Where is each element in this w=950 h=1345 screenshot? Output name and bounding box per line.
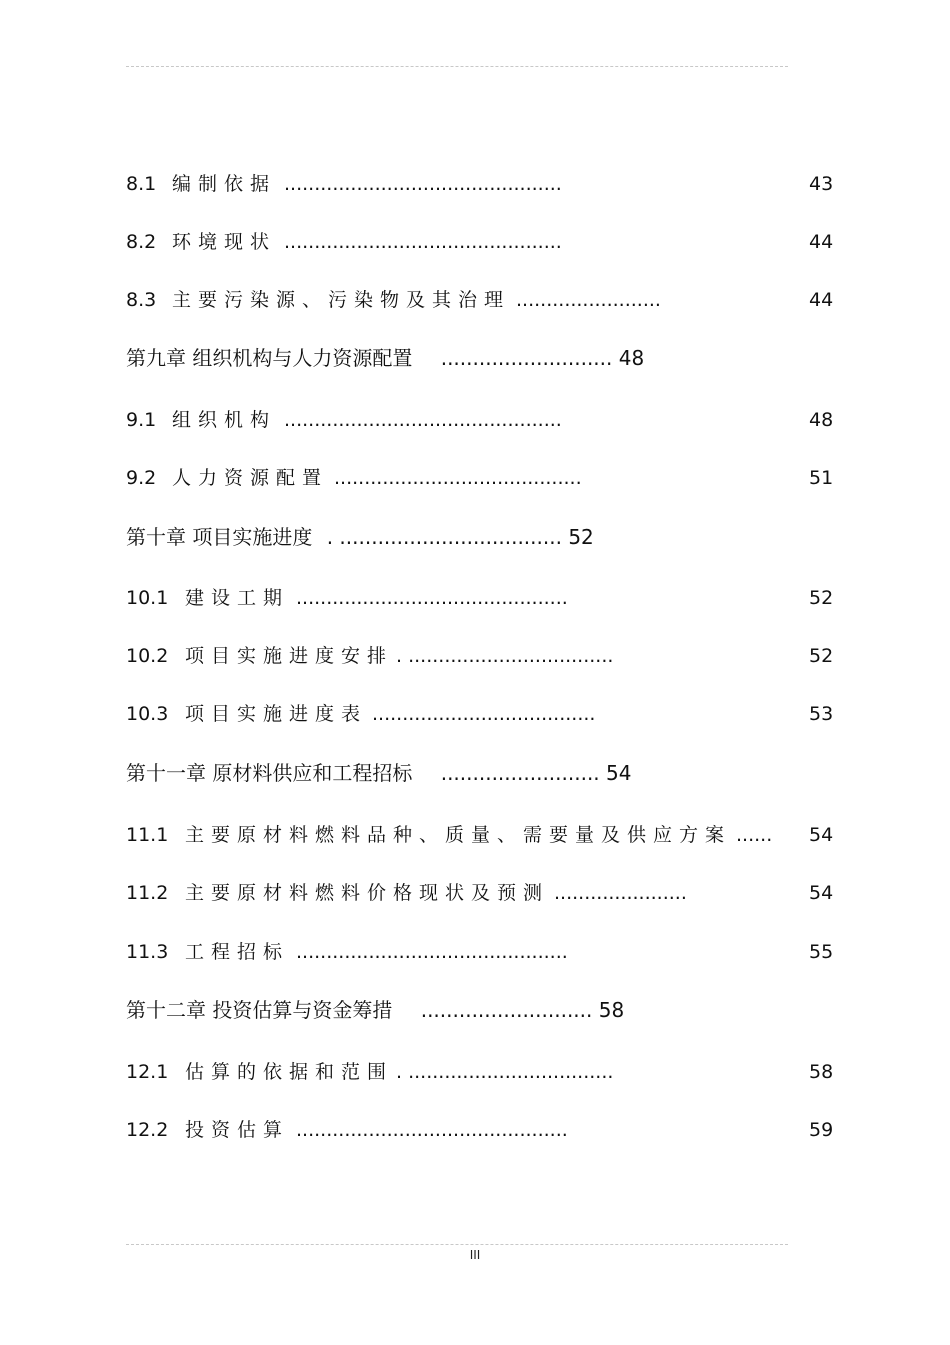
- toc-page-number: 54: [606, 761, 632, 785]
- toc-chapter-9[interactable]: [126, 342, 644, 374]
- toc-page-number: 52: [568, 525, 594, 549]
- toc-leader-dots: ...........................: [420, 998, 593, 1022]
- chapter-title: 第十章 项目实施进度: [126, 525, 313, 549]
- toc-chapter-10[interactable]: [126, 521, 594, 553]
- toc-leader-dots: ...........................: [440, 346, 613, 370]
- toc-title: 环境现状: [172, 231, 277, 253]
- toc-title: 编制依据: [172, 173, 277, 195]
- toc-number: 10.1: [126, 587, 169, 609]
- toc-number: 10.2: [126, 645, 169, 667]
- toc-number: 11.1: [126, 824, 169, 846]
- toc-number: 10.3: [126, 703, 169, 725]
- toc-number: 8.1: [126, 173, 157, 195]
- toc-number: 8.3: [126, 289, 157, 311]
- toc-title: 项目实施进度表: [185, 703, 368, 725]
- toc-number: 9.2: [126, 467, 157, 489]
- toc-leader-dots: .............................................: [296, 1119, 568, 1141]
- toc-number: 8.2: [126, 231, 157, 253]
- toc-leader-dots: .............................................: [296, 941, 568, 963]
- toc-page-number: 48: [618, 346, 645, 370]
- toc-page-number: 52: [809, 587, 834, 609]
- toc-leader-dots: . ..................................: [396, 1061, 614, 1083]
- toc-title: 项目实施进度安排: [185, 645, 394, 667]
- toc-leader-dots: ......................: [554, 882, 687, 904]
- toc-page-number: 48: [809, 409, 834, 431]
- toc-title: 人力资源配置: [172, 467, 329, 489]
- toc-page-number: 55: [809, 941, 834, 963]
- toc-chapter-12[interactable]: [126, 994, 624, 1026]
- toc-number: 12.2: [126, 1119, 169, 1141]
- chapter-title: 第十一章 原材料供应和工程招标: [126, 761, 413, 785]
- toc-number: 11.3: [126, 941, 169, 963]
- toc-title: 建设工期: [185, 587, 290, 609]
- toc-title: 主要污染源、污染物及其治理: [172, 289, 511, 311]
- toc-title: 投资估算: [185, 1119, 290, 1141]
- toc-leader-dots: ..............................................: [284, 231, 562, 253]
- toc-leader-dots: . ..................................: [396, 645, 614, 667]
- toc-page-number: 54: [809, 882, 834, 904]
- toc-title: 主要原材料燃料品种、质量、需要量及供应方案: [185, 824, 732, 846]
- footer-page-number: III: [469, 1248, 481, 1262]
- toc-leader-dots: ..............................................: [284, 173, 562, 195]
- toc-leader-dots: ........................: [516, 289, 661, 311]
- toc-number: 9.1: [126, 409, 157, 431]
- toc-page-number: 43: [809, 173, 834, 195]
- footer-rule: [126, 1244, 788, 1245]
- toc-leader-dots: ......: [736, 824, 773, 846]
- toc-chapter-11[interactable]: [126, 757, 631, 789]
- toc-title: 工程招标: [185, 941, 290, 963]
- toc-page-number: 52: [809, 645, 834, 667]
- toc-leader-dots: .........................................: [334, 467, 582, 489]
- toc-leader-dots: .....................................: [372, 703, 596, 725]
- toc-leader-dots: ..............................................: [284, 409, 562, 431]
- toc-number: 12.1: [126, 1061, 169, 1083]
- toc-page-number: 53: [809, 703, 834, 725]
- toc-leader-dots: .........................: [440, 761, 600, 785]
- toc-leader-dots: . ...................................: [326, 525, 562, 549]
- toc-page-number: 59: [809, 1119, 834, 1141]
- toc-page-number: 51: [809, 467, 834, 489]
- header-rule: [126, 66, 788, 67]
- toc-page-number: 44: [809, 231, 834, 253]
- toc-title: 估算的依据和范围: [185, 1061, 394, 1083]
- toc-title: 主要原材料燃料价格现状及预测: [185, 882, 550, 904]
- toc-number: 11.2: [126, 882, 169, 904]
- chapter-title: 第十二章 投资估算与资金筹措: [126, 998, 393, 1022]
- toc-page-number: 58: [598, 998, 625, 1022]
- chapter-title: 第九章 组织机构与人力资源配置: [126, 346, 413, 370]
- toc-page-number: 58: [809, 1061, 834, 1083]
- toc-page-number: 54: [809, 824, 834, 846]
- toc-title: 组织机构: [172, 409, 277, 431]
- toc-page-number: 44: [809, 289, 834, 311]
- toc-leader-dots: .............................................: [296, 587, 568, 609]
